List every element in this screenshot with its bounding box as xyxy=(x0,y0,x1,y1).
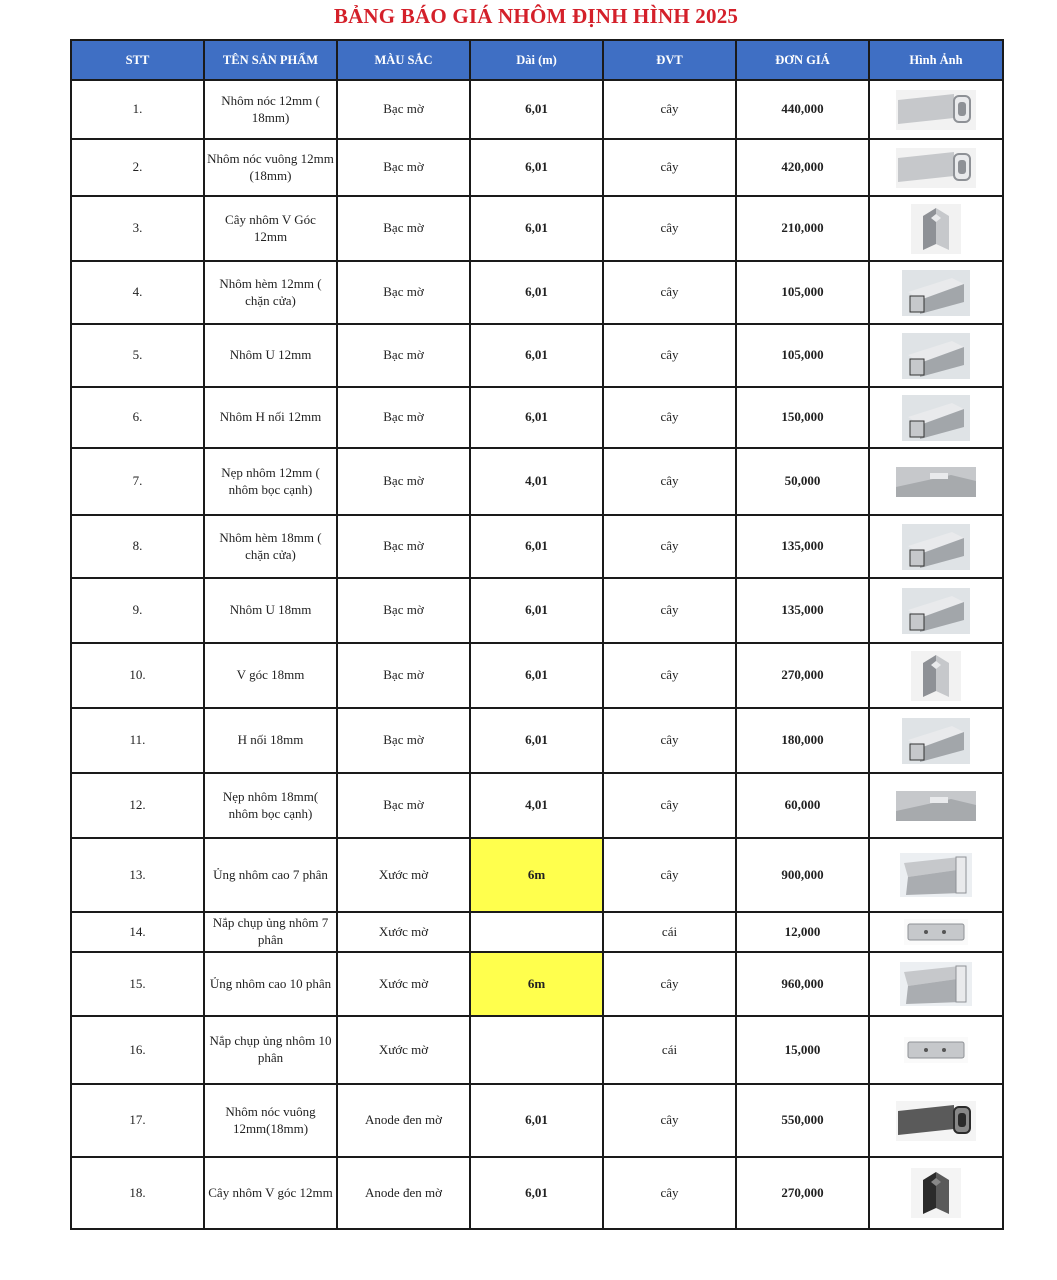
length-cell: 6,01 xyxy=(470,643,603,708)
page-title: BẢNG BÁO GIÁ NHÔM ĐỊNH HÌNH 2025 xyxy=(333,4,739,28)
product-name-cell: Cây nhôm V góc 12mm xyxy=(204,1157,337,1229)
black-aluminum-v-corner-icon xyxy=(911,1184,961,1199)
black-aluminum-roof-profile-icon xyxy=(896,1111,976,1126)
color-cell: Bạc mờ xyxy=(337,708,470,773)
aluminum-h-joint-icon xyxy=(902,731,970,746)
table-row xyxy=(71,139,1003,196)
aluminum-skirting-icon xyxy=(900,866,972,881)
price-cell: 210,000 xyxy=(736,196,869,261)
product-image-cell xyxy=(869,708,1003,773)
table-row xyxy=(71,387,1003,448)
product-image-cell xyxy=(869,1157,1003,1229)
unit-cell: cây xyxy=(603,261,736,324)
unit-cell: cây xyxy=(603,387,736,448)
color-cell: Bạc mờ xyxy=(337,578,470,643)
stt-cell: 5. xyxy=(71,324,204,387)
color-cell: Bạc mờ xyxy=(337,515,470,578)
product-image-cell xyxy=(869,80,1003,139)
length-cell: 6m xyxy=(470,838,603,912)
product-name-cell: Nhôm U 12mm xyxy=(204,324,337,387)
product-name-cell: Cây nhôm V Góc 12mm xyxy=(204,196,337,261)
table-row xyxy=(71,324,1003,387)
unit-cell: cây xyxy=(603,139,736,196)
stt-cell: 2. xyxy=(71,139,204,196)
stt-cell: 3. xyxy=(71,196,204,261)
stt-cell: 6. xyxy=(71,387,204,448)
aluminum-roof-profile-icon xyxy=(896,100,976,115)
unit-cell: cây xyxy=(603,1084,736,1157)
length-cell: 6,01 xyxy=(470,139,603,196)
product-name-cell: Nhôm H nối 12mm xyxy=(204,387,337,448)
aluminum-end-cap-icon xyxy=(904,923,968,938)
length-cell: 6,01 xyxy=(470,324,603,387)
length-cell: 6,01 xyxy=(470,261,603,324)
unit-cell: cây xyxy=(603,838,736,912)
product-image-cell xyxy=(869,139,1003,196)
product-name-cell: Nẹp nhôm 18mm( nhôm bọc cạnh) xyxy=(204,773,337,838)
table-header-row xyxy=(71,40,1003,80)
unit-cell: cây xyxy=(603,1157,736,1229)
header-name: TÊN SẢN PHẨM xyxy=(204,40,337,80)
length-cell xyxy=(470,912,603,952)
price-cell: 105,000 xyxy=(736,324,869,387)
stt-cell: 12. xyxy=(71,773,204,838)
price-table xyxy=(70,39,1004,1230)
color-cell: Bạc mờ xyxy=(337,139,470,196)
price-cell: 135,000 xyxy=(736,578,869,643)
color-cell: Bạc mờ xyxy=(337,387,470,448)
unit-cell: cây xyxy=(603,578,736,643)
product-name-cell: Nhôm hèm 12mm ( chặn cửa) xyxy=(204,261,337,324)
product-name-cell: Nhôm nóc 12mm ( 18mm) xyxy=(204,80,337,139)
stt-cell: 8. xyxy=(71,515,204,578)
unit-cell: cây xyxy=(603,515,736,578)
length-cell: 4,01 xyxy=(470,773,603,838)
stt-cell: 9. xyxy=(71,578,204,643)
aluminum-skirting-icon xyxy=(900,975,972,990)
table-row xyxy=(71,952,1003,1016)
product-name-cell: H nối 18mm xyxy=(204,708,337,773)
color-cell: Bạc mờ xyxy=(337,448,470,515)
length-cell: 6,01 xyxy=(470,1157,603,1229)
aluminum-u-channel-icon xyxy=(902,346,970,361)
product-name-cell: Ủng nhôm cao 10 phân xyxy=(204,952,337,1016)
price-cell: 60,000 xyxy=(736,773,869,838)
color-cell: Bạc mờ xyxy=(337,324,470,387)
color-cell: Bạc mờ xyxy=(337,773,470,838)
length-cell: 6m xyxy=(470,952,603,1016)
product-image-cell xyxy=(869,643,1003,708)
table-row xyxy=(71,80,1003,139)
product-name-cell: Ủng nhôm cao 7 phân xyxy=(204,838,337,912)
price-cell: 270,000 xyxy=(736,1157,869,1229)
unit-cell: cây xyxy=(603,643,736,708)
aluminum-door-stop-profile-icon xyxy=(902,537,970,552)
aluminum-edge-trim-icon xyxy=(896,472,976,487)
stt-cell: 17. xyxy=(71,1084,204,1157)
product-image-cell xyxy=(869,773,1003,838)
unit-cell: cây xyxy=(603,196,736,261)
color-cell: Xước mờ xyxy=(337,1016,470,1084)
product-image-cell xyxy=(869,324,1003,387)
stt-cell: 4. xyxy=(71,261,204,324)
table-row xyxy=(71,578,1003,643)
product-image-cell xyxy=(869,952,1003,1016)
aluminum-u-channel-icon xyxy=(902,601,970,616)
length-cell: 6,01 xyxy=(470,1084,603,1157)
header-unit: ĐVT xyxy=(603,40,736,80)
product-image-cell xyxy=(869,912,1003,952)
price-cell: 900,000 xyxy=(736,838,869,912)
stt-cell: 7. xyxy=(71,448,204,515)
price-cell: 960,000 xyxy=(736,952,869,1016)
length-cell: 6,01 xyxy=(470,708,603,773)
stt-cell: 11. xyxy=(71,708,204,773)
table-row xyxy=(71,912,1003,952)
product-name-cell: Nhôm U 18mm xyxy=(204,578,337,643)
unit-cell: cây xyxy=(603,773,736,838)
table-row xyxy=(71,448,1003,515)
price-cell: 135,000 xyxy=(736,515,869,578)
unit-cell: cây xyxy=(603,952,736,1016)
stt-cell: 13. xyxy=(71,838,204,912)
table-row xyxy=(71,1016,1003,1084)
aluminum-v-corner-icon xyxy=(911,666,961,681)
length-cell xyxy=(470,1016,603,1084)
product-name-cell: Nắp chụp ủng nhôm 10 phân xyxy=(204,1016,337,1084)
price-cell: 440,000 xyxy=(736,80,869,139)
table-row xyxy=(71,838,1003,912)
color-cell: Xước mờ xyxy=(337,952,470,1016)
product-name-cell: Nẹp nhôm 12mm ( nhôm bọc cạnh) xyxy=(204,448,337,515)
price-cell: 150,000 xyxy=(736,387,869,448)
table-row xyxy=(71,261,1003,324)
product-image-cell xyxy=(869,1084,1003,1157)
product-name-cell: Nhôm nóc vuông 12mm(18mm) xyxy=(204,1084,337,1157)
unit-cell: cây xyxy=(603,324,736,387)
product-name-cell: Nhôm hèm 18mm ( chặn cửa) xyxy=(204,515,337,578)
color-cell: Bạc mờ xyxy=(337,196,470,261)
table-row xyxy=(71,643,1003,708)
product-name-cell: Nhôm nóc vuông 12mm (18mm) xyxy=(204,139,337,196)
product-name-cell: Nắp chụp ủng nhôm 7 phân xyxy=(204,912,337,952)
color-cell: Bạc mờ xyxy=(337,643,470,708)
product-image-cell xyxy=(869,838,1003,912)
unit-cell: cái xyxy=(603,912,736,952)
price-cell: 420,000 xyxy=(736,139,869,196)
stt-cell: 18. xyxy=(71,1157,204,1229)
header-stt: STT xyxy=(71,40,204,80)
stt-cell: 16. xyxy=(71,1016,204,1084)
header-length: Dài (m) xyxy=(470,40,603,80)
length-cell: 6,01 xyxy=(470,578,603,643)
aluminum-square-roof-profile-icon xyxy=(896,158,976,173)
product-image-cell xyxy=(869,1016,1003,1084)
color-cell: Anode đen mờ xyxy=(337,1157,470,1229)
product-image-cell xyxy=(869,261,1003,324)
color-cell: Xước mờ xyxy=(337,912,470,952)
price-cell: 550,000 xyxy=(736,1084,869,1157)
color-cell: Bạc mờ xyxy=(337,261,470,324)
table-row xyxy=(71,1084,1003,1157)
unit-cell: cây xyxy=(603,80,736,139)
price-cell: 270,000 xyxy=(736,643,869,708)
table-row xyxy=(71,773,1003,838)
table-row xyxy=(71,515,1003,578)
stt-cell: 14. xyxy=(71,912,204,952)
stt-cell: 1. xyxy=(71,80,204,139)
unit-cell: cây xyxy=(603,448,736,515)
table-row xyxy=(71,196,1003,261)
table-row xyxy=(71,708,1003,773)
stt-cell: 15. xyxy=(71,952,204,1016)
product-image-cell xyxy=(869,448,1003,515)
length-cell: 6,01 xyxy=(470,387,603,448)
aluminum-h-joint-icon xyxy=(902,408,970,423)
aluminum-edge-trim-icon xyxy=(896,796,976,811)
color-cell: Anode đen mờ xyxy=(337,1084,470,1157)
price-cell: 180,000 xyxy=(736,708,869,773)
unit-cell: cây xyxy=(603,708,736,773)
product-image-cell xyxy=(869,515,1003,578)
product-image-cell xyxy=(869,578,1003,643)
product-image-cell xyxy=(869,196,1003,261)
price-cell: 50,000 xyxy=(736,448,869,515)
header-color: MÀU SẮC xyxy=(337,40,470,80)
stt-cell: 10. xyxy=(71,643,204,708)
unit-cell: cái xyxy=(603,1016,736,1084)
aluminum-end-cap-icon xyxy=(904,1041,968,1056)
price-cell: 12,000 xyxy=(736,912,869,952)
length-cell: 6,01 xyxy=(470,515,603,578)
price-cell: 105,000 xyxy=(736,261,869,324)
color-cell: Bạc mờ xyxy=(337,80,470,139)
aluminum-door-stop-profile-icon xyxy=(902,283,970,298)
price-cell: 15,000 xyxy=(736,1016,869,1084)
length-cell: 6,01 xyxy=(470,80,603,139)
length-cell: 4,01 xyxy=(470,448,603,515)
length-cell: 6,01 xyxy=(470,196,603,261)
product-image-cell xyxy=(869,387,1003,448)
aluminum-v-corner-icon xyxy=(911,219,961,234)
color-cell: Xước mờ xyxy=(337,838,470,912)
header-price: ĐƠN GIÁ xyxy=(736,40,869,80)
product-name-cell: V góc 18mm xyxy=(204,643,337,708)
header-image: Hình Ảnh xyxy=(869,40,1003,80)
table-row xyxy=(71,1157,1003,1229)
